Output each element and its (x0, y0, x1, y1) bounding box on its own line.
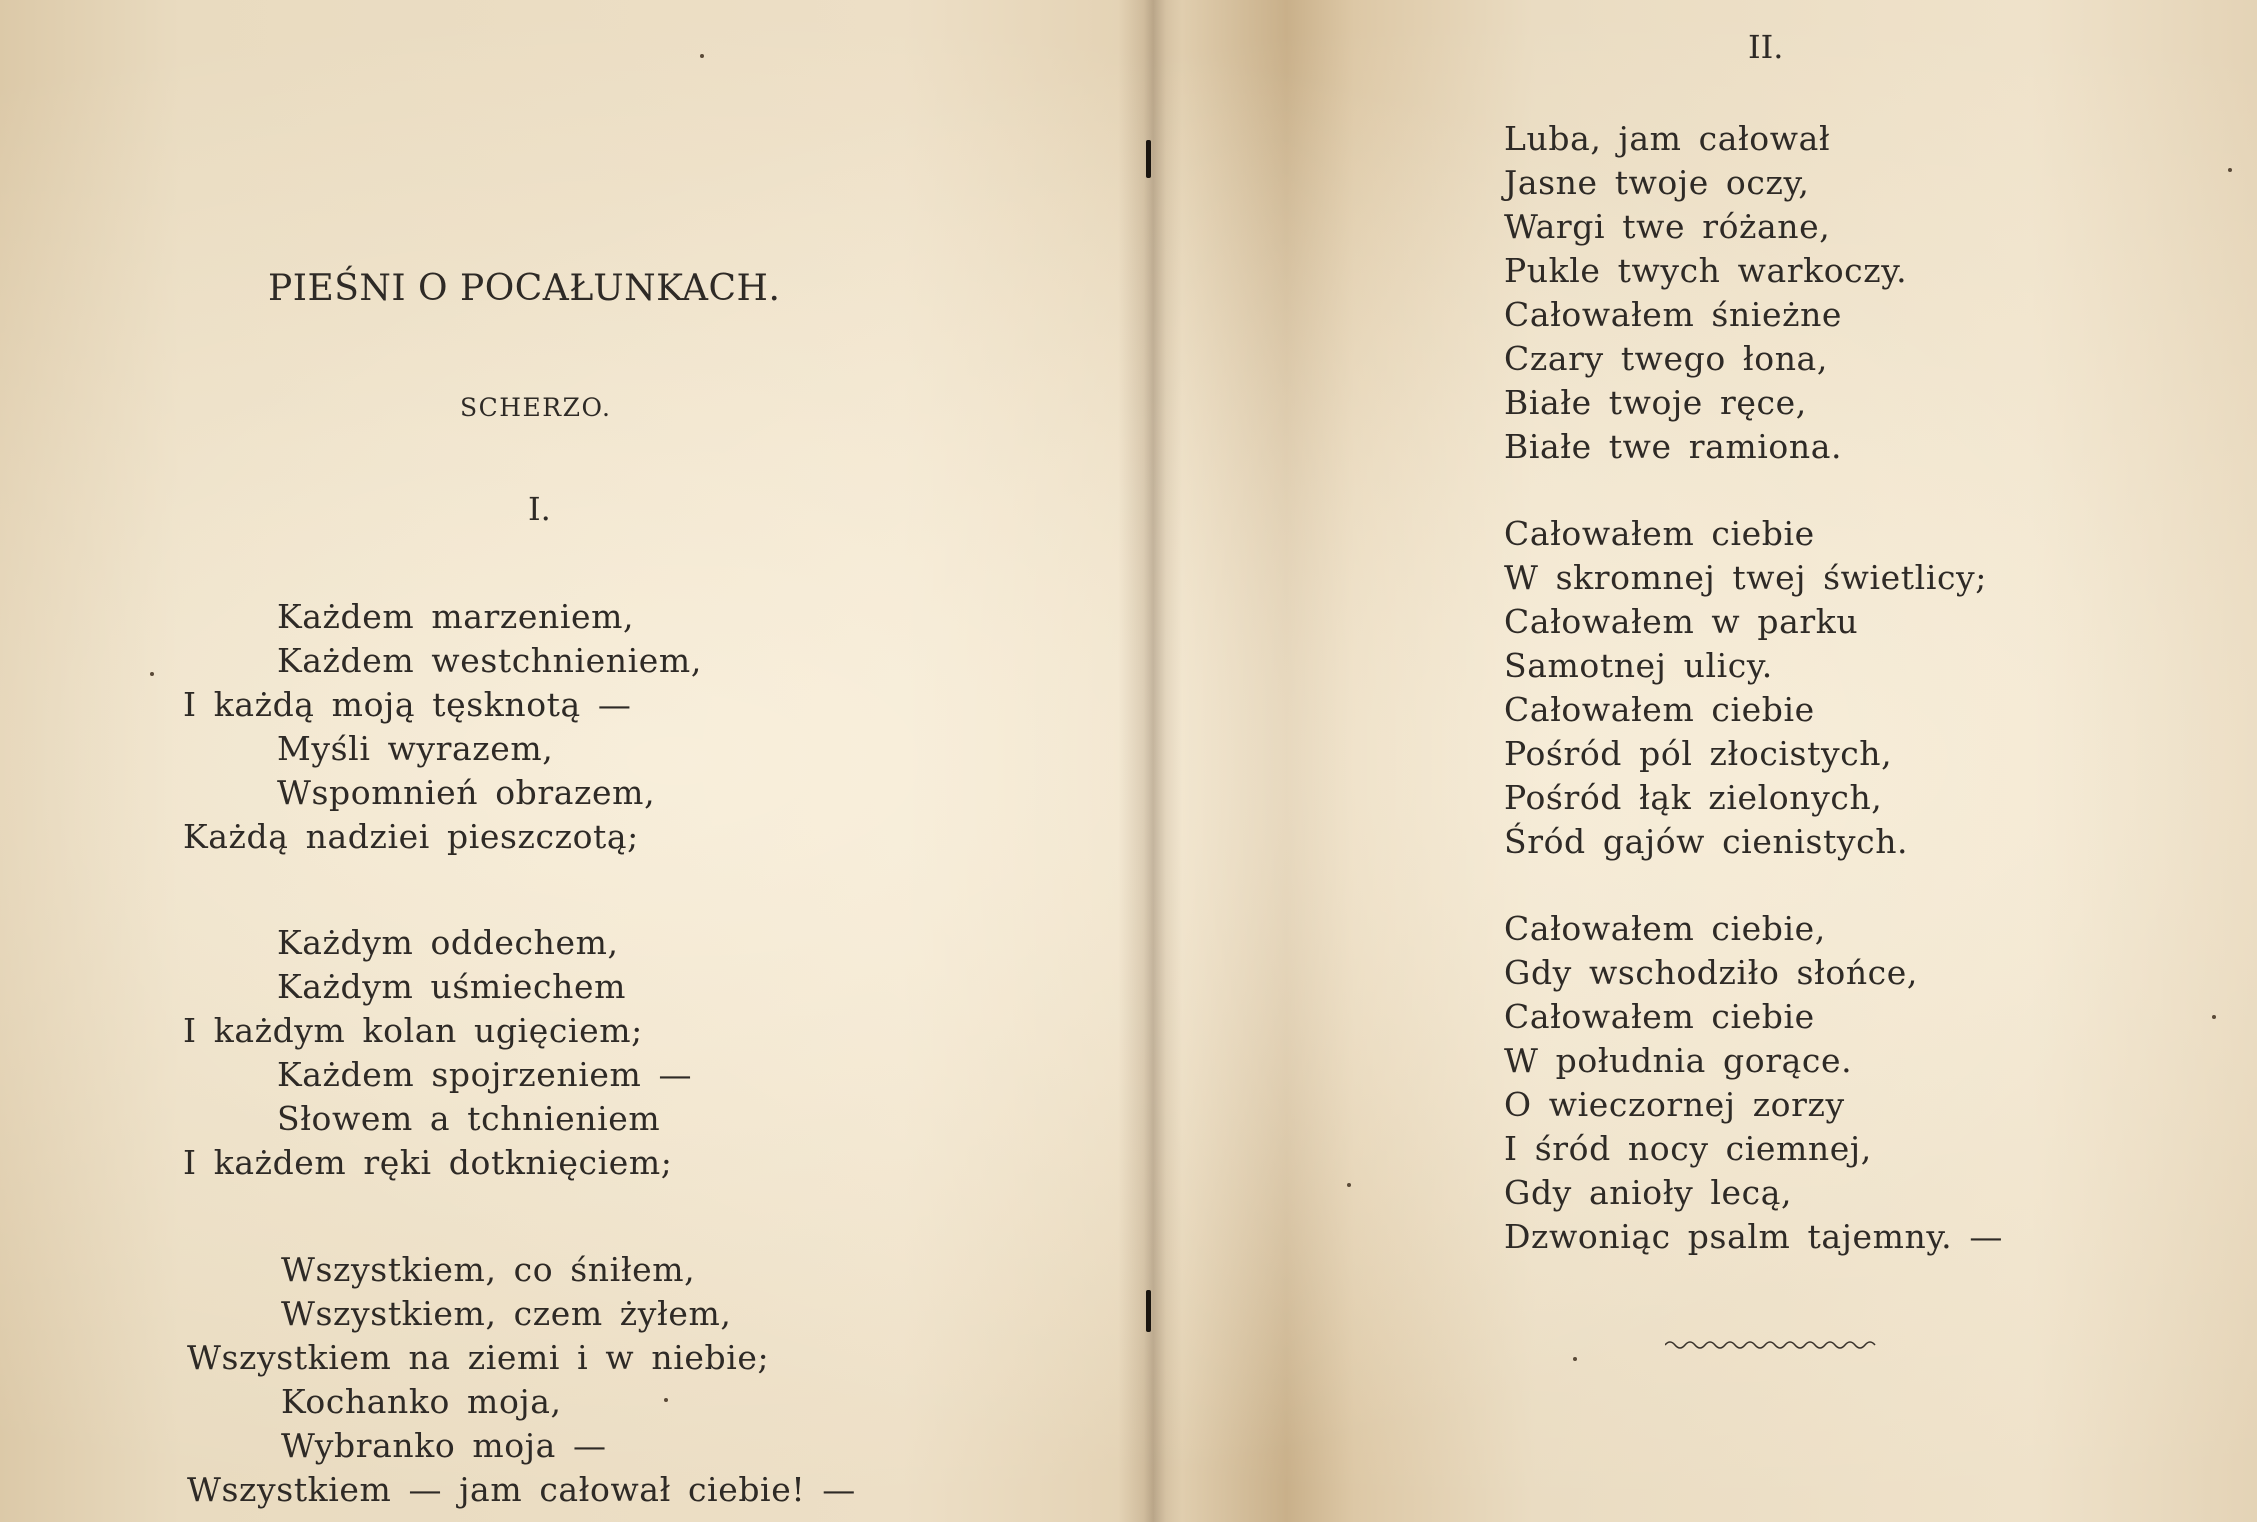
paper-speck (1347, 1183, 1351, 1187)
poem-line: Myśli wyrazem, (277, 729, 554, 768)
poem-line: Wszystkiem — jam całował ciebie! — (187, 1470, 856, 1509)
poem-line: Każdym oddechem, (277, 923, 619, 962)
poem-line: Jasne twoje oczy, (1504, 163, 1810, 202)
poem-line: Pośród pól złocistych, (1504, 734, 1893, 773)
poem-line: Samotnej ulicy. (1504, 646, 1773, 685)
paper-speck (150, 672, 154, 676)
poem-line: Każdem marzeniem, (277, 597, 635, 636)
poem-line: Gdy anioły lecą, (1504, 1173, 1793, 1212)
poem-line: Wybranko moja — (281, 1426, 607, 1465)
poem-line: I każdą moją tęsknotą — (183, 685, 632, 724)
poem-line: Wszystkiem, czem żyłem, (281, 1294, 732, 1333)
poem-line: Białe twe ramiona. (1504, 427, 1843, 466)
poem-line: I każdym kolan ugięciem; (183, 1011, 643, 1050)
poem-line: Wszystkiem, co śniłem, (281, 1250, 696, 1289)
poem-line: Gdy wschodziło słońce, (1504, 953, 1918, 992)
poem-line: Pośród łąk zielonych, (1504, 778, 1883, 817)
poem-line: Czary twego łona, (1504, 339, 1828, 378)
poem-cycle-title: PIEŚNI O POCAŁUNKACH. (268, 268, 781, 309)
poem-line: I każdem ręki dotknięciem; (183, 1143, 673, 1182)
poem-line: Całowałem ciebie (1504, 514, 1815, 553)
poem-line: I śród nocy ciemnej, (1504, 1129, 1872, 1168)
poem-line: Całowałem ciebie, (1504, 909, 1826, 948)
poem-subtitle: SCHERZO. (460, 393, 612, 422)
wavy-ornament-divider (1665, 1338, 1880, 1352)
poem-line: Słowem a tchnieniem (277, 1099, 661, 1138)
section-numeral-two: II. (1748, 28, 1784, 66)
poem-line: W skromnej twej świetlicy; (1504, 558, 1988, 597)
poem-line: Całowałem w parku (1504, 602, 1859, 641)
paper-speck (664, 1398, 668, 1402)
paper-speck (2228, 168, 2232, 172)
poem-line: Całowałem ciebie (1504, 997, 1815, 1036)
poem-line: O wieczornej zorzy (1504, 1085, 1845, 1124)
poem-line: Całowałem śnieżne (1504, 295, 1843, 334)
poem-line: Śród gajów cienistych. (1504, 822, 1909, 861)
poem-line: Wszystkiem na ziemi i w niebie; (187, 1338, 770, 1377)
paper-speck (1573, 1357, 1577, 1361)
paper-speck (700, 54, 704, 58)
poem-line: Każdym uśmiechem (277, 967, 626, 1006)
poem-line: Wspomnień obrazem, (277, 773, 656, 812)
poem-line: Białe twoje ręce, (1504, 383, 1807, 422)
poem-line: Pukle twych warkoczy. (1504, 251, 1908, 290)
poem-line: Wargi twe różane, (1504, 207, 1831, 246)
paper-speck (2212, 1015, 2216, 1019)
poem-line: Całowałem ciebie (1504, 690, 1815, 729)
poem-line: Każdem westchnieniem, (277, 641, 702, 680)
poem-line: Każdą nadziei pieszczotą; (183, 817, 639, 856)
poem-line: Kochanko moja, (281, 1382, 562, 1421)
section-numeral-one: I. (528, 490, 551, 528)
poem-line: Każdem spojrzeniem — (277, 1055, 693, 1094)
poem-line: Dzwoniąc psalm tajemny. — (1504, 1217, 2003, 1256)
poem-line: W południa gorące. (1504, 1041, 1853, 1080)
poem-line: Luba, jam całował (1504, 119, 1831, 158)
